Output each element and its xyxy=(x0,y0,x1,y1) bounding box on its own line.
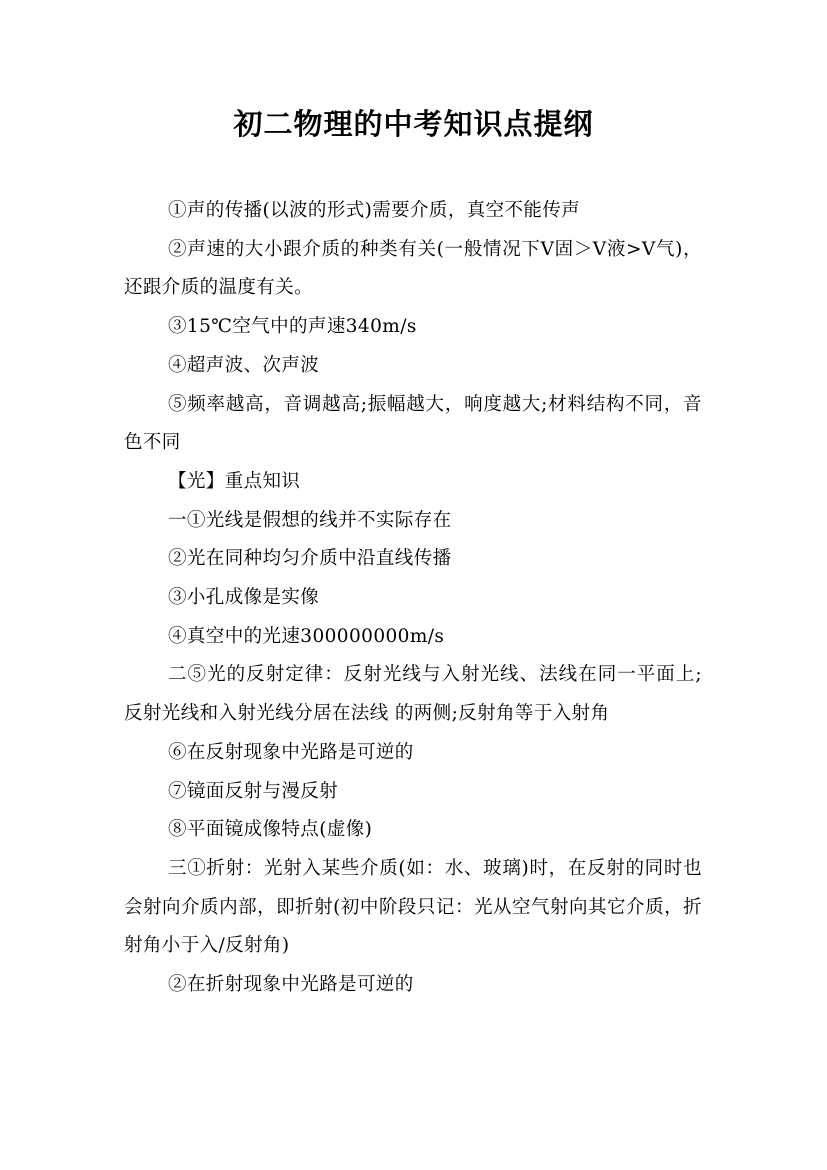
paragraph-refraction-1: 三①折射：光射入某些介质(如：水、玻璃)时，在反射的同时也会射向介质内部，即折射(初中阶段只记：光从空气射向其它介质，折射角小于入/反射角) xyxy=(124,857,702,957)
paragraph-light-2: ②光在同种均匀介质中沿直线传播 xyxy=(168,548,452,570)
document-body xyxy=(124,192,702,1005)
paragraph-reflection-5: 二⑤光的反射定律：反射光线与入射光线、法线在同一平面上;反射光线和入射光线分居在法线 的两侧;反射角等于入射角 xyxy=(124,664,702,725)
paragraph-light-3: ③小孔成像是实像 xyxy=(168,587,320,609)
paragraph-reflection-6: ⑥在反射现象中光路是可逆的 xyxy=(168,741,414,763)
paragraph-sound-5: ⑤频率越高，音调越高;振幅越大，响度越大;材料结构不同，音色不同 xyxy=(124,393,702,454)
paragraph-light-1: 一①光线是假想的线并不实际存在 xyxy=(168,509,452,531)
paragraph-refraction-2: ②在折射现象中光路是可逆的 xyxy=(168,974,414,996)
paragraph-light-4: ④真空中的光速300000000m/s xyxy=(168,625,445,647)
paragraph-reflection-8: ⑧平面镜成像特点(虚像) xyxy=(168,819,373,841)
paragraph-sound-2: ②声速的大小跟介质的种类有关(一般情况下V固＞V液>V气)，还跟介质的温度有关。 xyxy=(124,238,702,299)
paragraph-sound-4: ④超声波、次声波 xyxy=(168,354,320,376)
paragraph-sound-3: ③15℃空气中的声速340m/s xyxy=(168,316,417,338)
document-title: 初二物理的中考知识点提纲 xyxy=(233,107,594,141)
paragraph-reflection-7: ⑦镜面反射与漫反射 xyxy=(168,780,339,802)
paragraph-sound-1: ①声的传播(以波的形式)需要介质，真空不能传声 xyxy=(168,200,581,221)
section-heading-light: 【光】重点知识 xyxy=(168,470,301,492)
